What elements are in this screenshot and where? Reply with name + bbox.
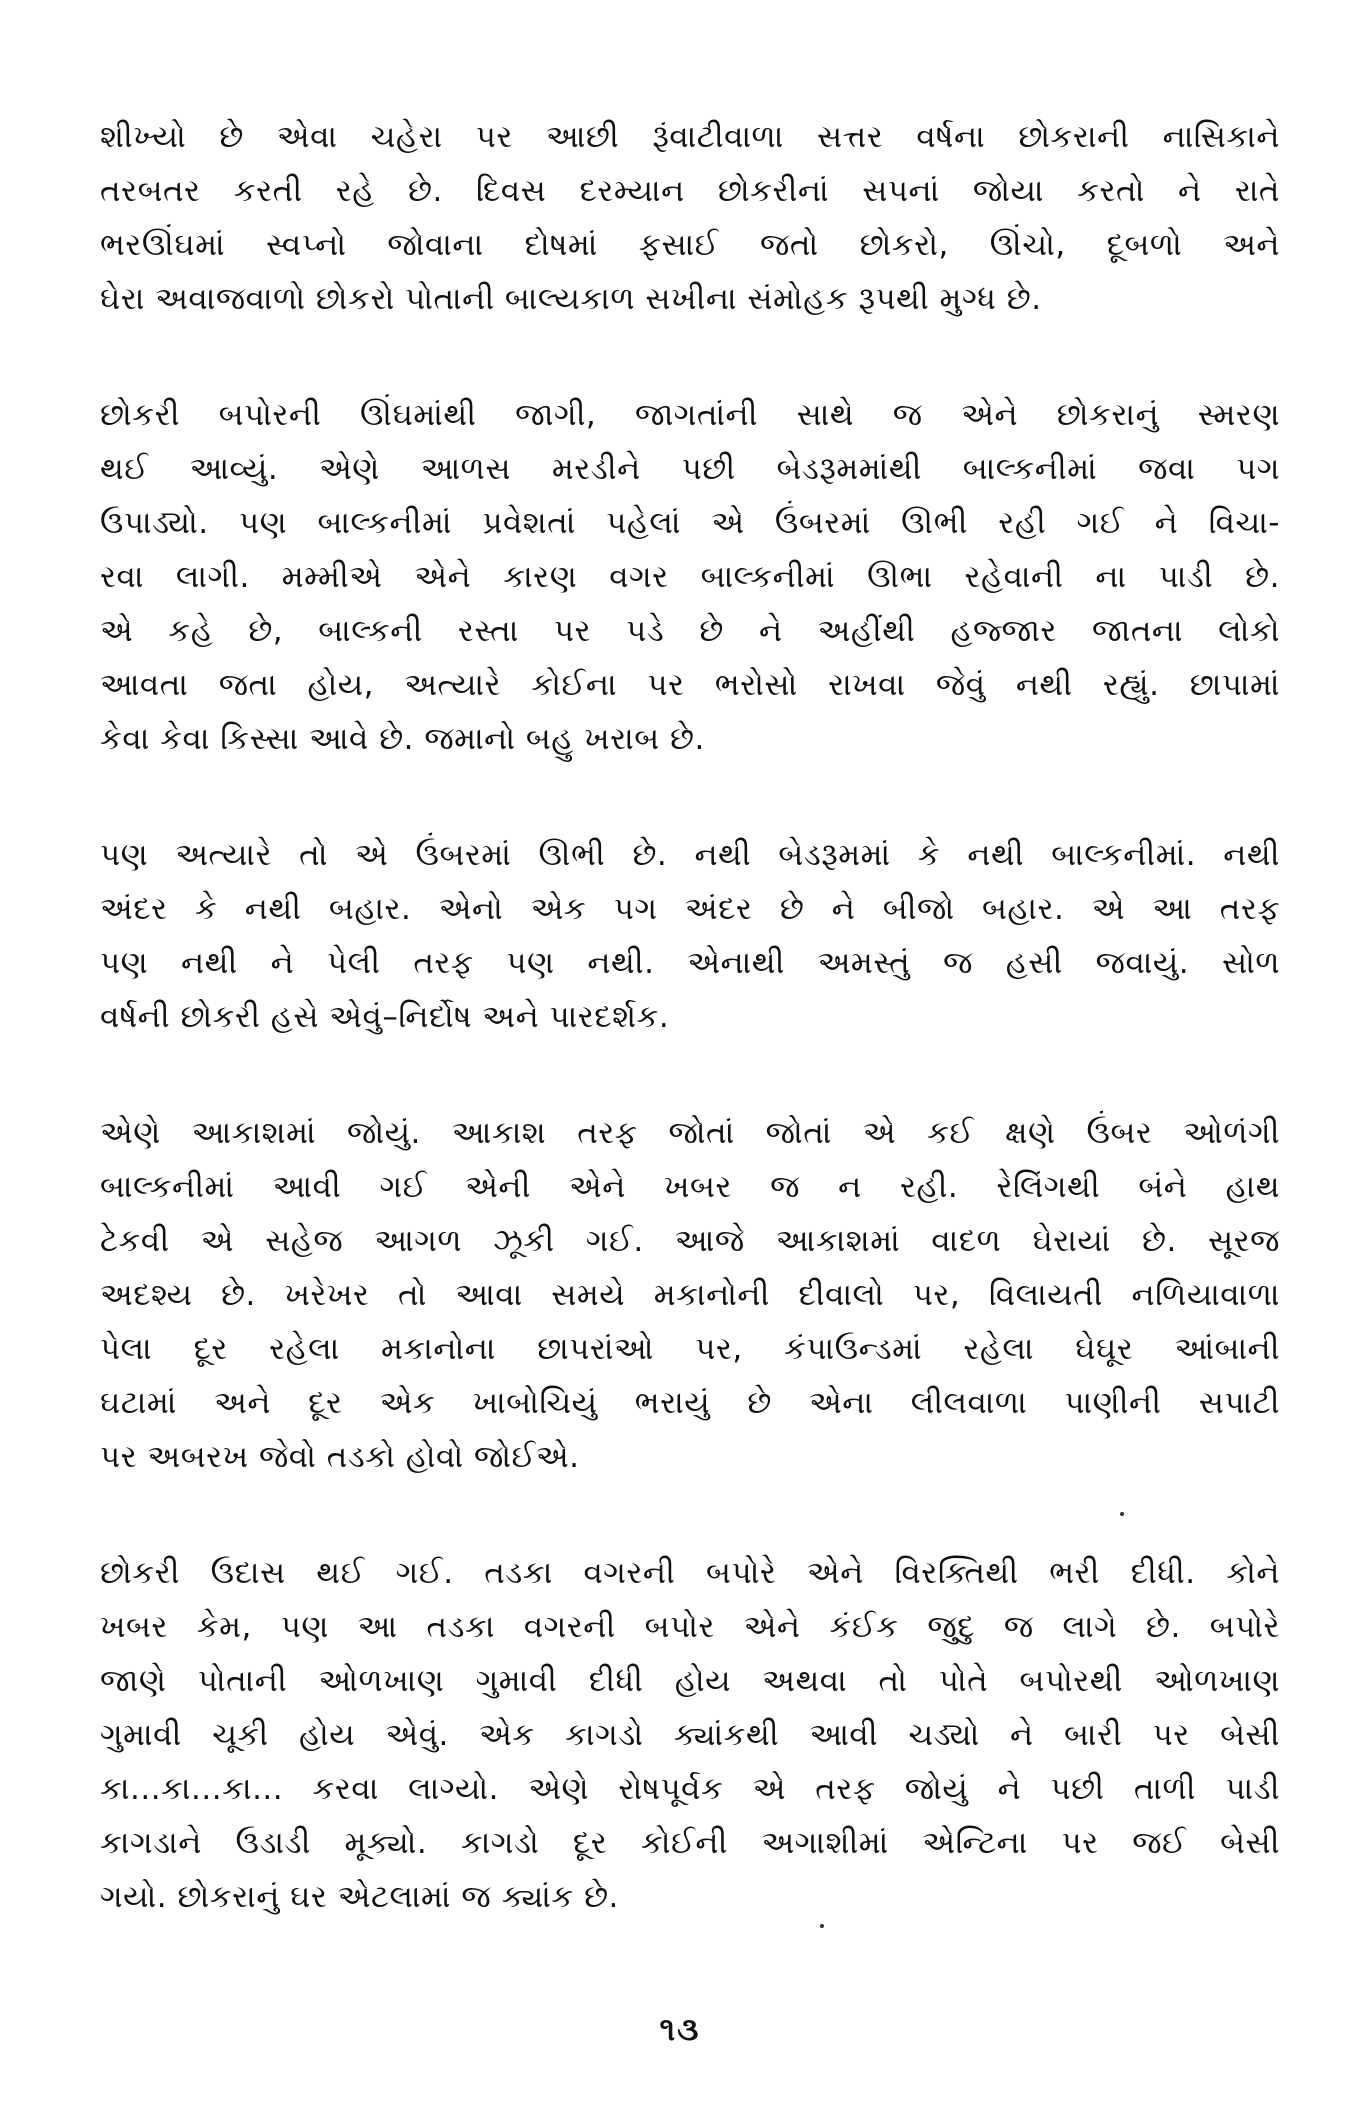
print-speck <box>1120 1512 1124 1516</box>
text-line: અંદર કે નથી બહાર. એનો એક પગ અંદર છે ને બીજો બહાર. એ આ તરફ <box>100 891 1280 927</box>
text-line: ઉપાડ્યો. પણ બાલ્કનીમાં પ્રવેશતાં પહેલાં એ ઉંબરમાં ઊભી રહી ગઈ ને વિચા- <box>100 505 1280 541</box>
text-line: પેલા દૂર રહેલા મકાનોના છાપરાંઓ પર, કંપાઉન્ડમાં રહેલા ઘેઘૂર આંબાની <box>100 1331 1280 1367</box>
text-line: બાલ્કનીમાં આવી ગઈ એની એને ખબર જ ન રહી. રેલિંગથી બંને હાથ <box>100 1169 1280 1205</box>
text-line: વર્ષની છોકરી હસે એવું–નિર્દોષ અને પારદર્શક. <box>100 999 670 1035</box>
page-number: ૧૩ <box>659 2010 701 2048</box>
page-body <box>100 110 1280 1986</box>
text-line: ઘેરા અવાજવાળો છોકરો પોતાની બાલ્યકાળ સખીના સંમોહક રૂપથી મુગ્ધ છે. <box>100 281 1042 317</box>
text-line: કેવા કેવા કિસ્સા આવે છે. જમાનો બહુ ખરાબ છે. <box>100 721 705 757</box>
text-line: ભરઊંઘમાં સ્વપ્નો જોવાના દોષમાં ફસાઈ જતો છોકરો, ઊંચો, દૂબળો અને <box>100 227 1280 263</box>
text-line: આવતા જતા હોય, અત્યારે કોઈના પર ભરોસો રાખવા જેવું નથી રહ્યું. છાપામાં <box>100 667 1280 703</box>
text-line: ગુમાવી ચૂકી હોય એવું. એક કાગડો ક્યાંકથી આવી ચડ્યો ને બારી પર બેસી <box>100 1717 1280 1753</box>
text-line: કા...કા...કા... કરવા લાગ્યો. એણે રોષપૂર્વક એ તરફ જોયું ને પછી તાળી પાડી <box>100 1771 1280 1807</box>
text-line: શીખ્યો છે એવા ચહેરા પર આછી રૂંવાટીવાળા સત્તર વર્ષના છોકરાની નાસિકાને <box>100 119 1280 155</box>
text-line: ટેકવી એ સહેજ આગળ ઝૂકી ગઈ. આજે આકાશમાં વાદળ ઘેરાયાં છે. સૂરજ <box>100 1223 1280 1259</box>
paragraph-2 <box>100 388 1280 766</box>
text-line: ઘટામાં અને દૂર એક ખાબોચિયું ભરાયું છે એના લીલવાળા પાણીની સપાટી <box>100 1385 1280 1421</box>
text-line: એ કહે છે, બાલ્કની રસ્તા પર પડે છે ને અહીંથી હજ્જાર જાતના લોકો <box>100 613 1280 649</box>
text-line: છોકરી બપોરની ઊંઘમાંથી જાગી, જાગતાંની સાથે જ એને છોકરાનું સ્મરણ <box>100 397 1280 433</box>
text-line: તરબતર કરતી રહે છે. દિવસ દરમ્યાન છોકરીનાં સપનાં જોયા કરતો ને રાતે <box>100 173 1280 209</box>
text-line: જાણે પોતાની ઓળખાણ ગુમાવી દીધી હોય અથવા તો પોતે બપોરથી ઓળખાણ <box>100 1663 1280 1699</box>
text-line: થઈ આવ્યું. એણે આળસ મરડીને પછી બેડરૂમમાંથી બાલ્કનીમાં જવા પગ <box>100 451 1280 487</box>
text-line: એણે આકાશમાં જોયું. આકાશ તરફ જોતાં જોતાં એ કઈ ક્ષણે ઉંબર ઓળંગી <box>100 1115 1280 1151</box>
text-line: પણ નથી ને પેલી તરફ પણ નથી. એનાથી અમસ્તું જ હસી જવાયું. સોળ <box>100 945 1280 981</box>
text-line: પણ અત્યારે તો એ ઉંબરમાં ઊભી છે. નથી બેડરૂમમાં કે નથી બાલ્કનીમાં. નથી <box>100 837 1280 873</box>
text-line: પર અબરખ જેવો તડકો હોવો જોઈએ. <box>100 1439 580 1475</box>
text-line: ગયો. છોકરાનું ઘર એટલામાં જ ક્યાંક છે. <box>100 1879 619 1915</box>
text-line: કાગડાને ઉડાડી મૂક્યો. કાગડો દૂર કોઈની અગાશીમાં એન્ટિના પર જઈ બેસી <box>100 1825 1280 1861</box>
text-line: છોકરી ઉદાસ થઈ ગઈ. તડકા વગરની બપોરે એને વિરક્તિથી ભરી દીધી. કોને <box>100 1555 1280 1591</box>
text-line: ખબર કેમ, પણ આ તડકા વગરની બપોર એને કંઈક જુદુ જ લાગે છે. બપોરે <box>100 1609 1280 1645</box>
text-line: અદશ્ય છે. ખરેખર તો આવા સમયે મકાનોની દીવાલો પર, વિલાયતી નળિયાવાળા <box>100 1277 1280 1313</box>
text-line: રવા લાગી. મમ્મીએ એને કારણ વગર બાલ્કનીમાં ઊભા રહેવાની ના પાડી છે. <box>100 559 1280 595</box>
paragraph-1 <box>100 110 1280 326</box>
paragraph-4 <box>100 1106 1280 1484</box>
paragraph-3 <box>100 828 1280 1044</box>
print-speck <box>820 1924 824 1928</box>
paragraph-5 <box>100 1546 1280 1924</box>
